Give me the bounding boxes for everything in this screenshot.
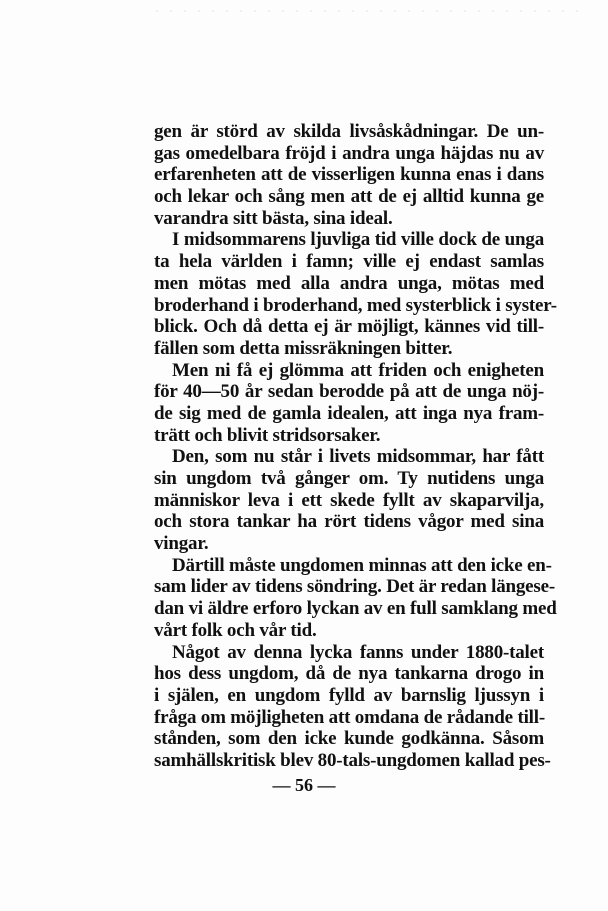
scan-artifact [150,8,590,14]
text-line: hos dess ungdom, då de nya tankarna drogo in [154,663,544,685]
text-line: fråga om möjligheten att omdana de rådande till- [154,706,545,728]
paragraph [154,360,544,447]
text-line: för 40—50 år sedan berodde på att de unga nöj- [154,381,544,403]
text-line: samhällskritisk blev 80-tals-ungdomen kallad pes- [154,749,551,771]
text-line: ta hela världen i famn; ville ej endast samlas [154,251,544,273]
text-line: stånden, som den icke kunde godkänna. Såsom [154,728,544,750]
paragraph [154,229,557,359]
text-line: Därtill måste ungdomen minnas att den icke en- [172,554,552,576]
text-line: Något av denna lycka fanns under 1880-talet [172,641,544,663]
body-text [154,121,557,772]
text-line: de sig med de gamla idealen, att inga nya fram- [154,402,544,424]
text-line: vårt folk och vår tid. [154,619,317,641]
text-line: dan vi äldre erforo lyckan av en full samklang med [154,598,557,620]
text-line: och stora tankar ha rört tidens vågor med sina [154,511,544,533]
paragraph [154,446,544,554]
text-line: Men ni få ej glömma att friden och enigheten [172,359,544,381]
text-line: blick. Och då detta ej är möjligt, kännes vid till- [154,316,544,338]
text-line: sam lider av tidens söndring. Det är redan längese- [154,576,555,598]
text-line: gas omedelbara fröjd i andra unga häjdas nu av [154,142,544,164]
text-line: och lekar och sång men att de ej alltid kunna ge [154,186,544,208]
text-line: i själen, en ungdom fylld av barnslig ljussyn i [154,684,544,706]
text-line: varandra sitt bästa, sina ideal. [154,207,393,229]
text-line: fällen som detta missräkningen bitter. [154,337,453,359]
paragraph [154,641,551,772]
text-line: broderhand i broderhand, med systerblick i syster- [154,294,557,316]
text-line: gen är störd av skilda livsåskådningar. De un- [154,121,544,142]
paragraph [154,121,544,229]
text-line: erfarenheten att de visserligen kunna enas i dans [154,164,544,186]
paragraph [154,554,557,642]
text-line: men mötas med alla andra unga, mötas med [154,272,544,294]
text-line: Den, som nu står i livets midsommar, har fått [172,446,544,468]
text-line: vingar. [154,533,209,555]
text-line: I midsommarens ljuvliga tid ville dock de unga [172,229,544,251]
text-line: människor leva i ett skede fyllt av skaparvilja, [154,489,544,511]
page-number: — 56 — [272,775,336,795]
text-line: sin ungdom två gånger om. Ty nutidens unga [154,468,544,489]
text-line: trätt och blivit stridsorsaker. [154,424,381,446]
